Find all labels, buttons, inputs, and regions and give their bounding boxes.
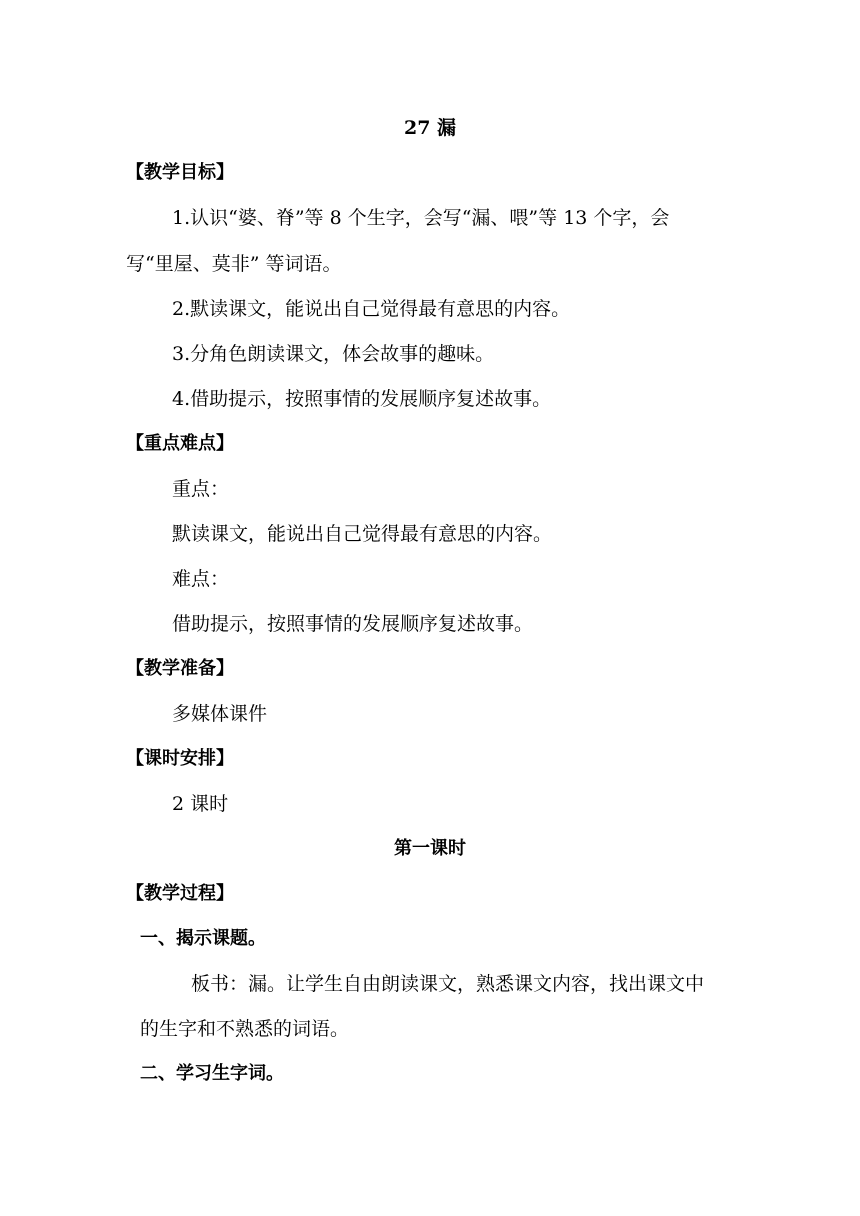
difficulty-label: 难点： <box>172 568 230 590</box>
objective-1-line-2: 写“里屋、莫非” 等词语。 <box>126 253 342 275</box>
focus-text: 默读课文，能说出自己觉得最有意思的内容。 <box>172 523 553 545</box>
lesson-1-heading: 第一课时 <box>394 838 466 859</box>
step-1-title: 一、揭示课题。 <box>140 928 266 949</box>
step-2-title: 二、学习生字词。 <box>140 1063 284 1084</box>
schedule-heading: 【课时安排】 <box>126 748 234 769</box>
step-1-line-2: 的生字和不熟悉的词语。 <box>140 1018 350 1040</box>
schedule-text: 2 课时 <box>172 793 229 815</box>
objective-1-line-1: 1.认识“婆、脊”等 8 个生字，会写“漏、喂”等 13 个字，会 <box>172 207 670 229</box>
objective-4: 4.借助提示，按照事情的发展顺序复述故事。 <box>172 388 552 410</box>
objective-2: 2.默读课文，能说出自己觉得最有意思的内容。 <box>172 298 571 320</box>
process-heading: 【教学过程】 <box>126 883 234 904</box>
keypoints-heading: 【重点难点】 <box>126 433 234 454</box>
preparation-text: 多媒体课件 <box>172 703 268 725</box>
step-1-line-1: 板书：漏。让学生自由朗读课文，熟悉课文内容，找出课文中 <box>191 973 705 995</box>
difficulty-text: 借助提示，按照事情的发展顺序复述故事。 <box>172 613 534 635</box>
focus-label: 重点： <box>172 478 230 500</box>
objective-3: 3.分角色朗读课文，体会故事的趣味。 <box>172 343 495 365</box>
preparation-heading: 【教学准备】 <box>126 658 234 679</box>
objectives-heading: 【教学目标】 <box>126 162 234 183</box>
document-title: 27 漏 <box>403 117 457 139</box>
